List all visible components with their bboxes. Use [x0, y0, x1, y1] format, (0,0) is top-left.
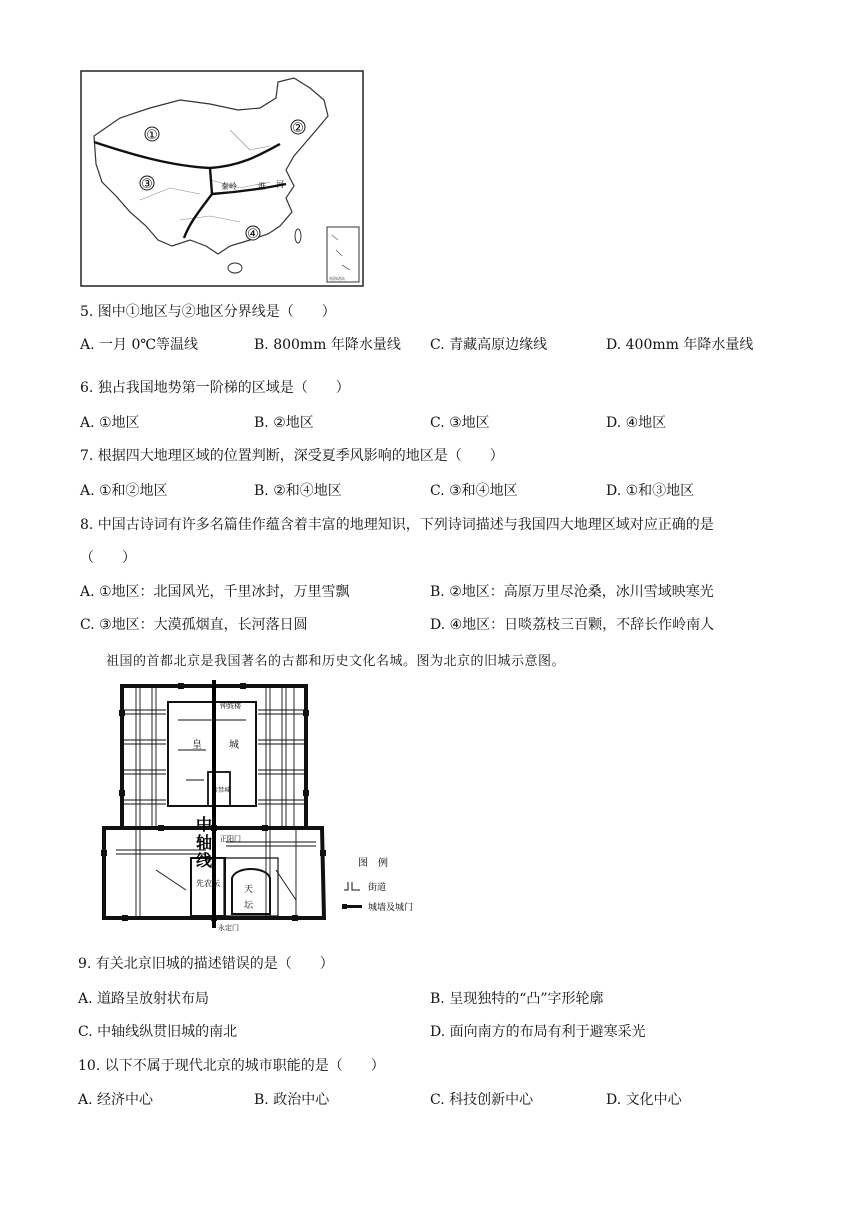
q8-option-b[interactable]: B. ②地区：高原万里尽沧桑，冰川雪域映寒光: [430, 584, 714, 600]
q6-option-a[interactable]: A. ①地区: [80, 415, 140, 431]
question-5-stem: 5. 图中①地区与②地区分界线是（ ）: [80, 304, 336, 320]
question-8-stem: 8. 中国古诗词有许多名篇佳作蕴含着丰富的地理知识，下列诗词描述与我国四大地理区域对应正确的是: [80, 517, 714, 533]
china-regions-map: [80, 70, 364, 287]
he-label: 河: [276, 180, 284, 189]
q9-option-d[interactable]: D. 面向南方的布局有利于避寒采光: [430, 1024, 646, 1040]
q10-option-c[interactable]: C. 科技创新中心: [430, 1092, 534, 1108]
question-6-stem: 6. 独占我国地势第一阶梯的区域是（ ）: [80, 380, 350, 396]
q7-option-c[interactable]: C. ③和④地区: [430, 483, 518, 499]
q9-option-b[interactable]: B. 呈现独特的“凸”字形轮廓: [430, 991, 604, 1007]
q6-option-d[interactable]: D. ④地区: [606, 415, 667, 431]
q6-option-c[interactable]: C. ③地区: [430, 415, 490, 431]
axis-char-1: 中: [196, 815, 213, 834]
region-2-label: ②: [292, 121, 304, 136]
legend-wall-label: 城墙及城门: [368, 903, 414, 913]
tiantan-label-b: 坛: [244, 901, 254, 911]
axis-char-3: 线: [196, 851, 213, 870]
q5-option-c[interactable]: C. 青藏高原边缘线: [430, 337, 548, 353]
legend-title: 图 例: [358, 858, 388, 869]
q9-option-a[interactable]: A. 道路呈放射状布局: [78, 991, 210, 1007]
beijing-intro: 祖国的首都北京是我国著名的古都和历史文化名城。图为北京的旧城示意图。: [106, 654, 566, 669]
imperial-city-label-a: 皇: [192, 740, 202, 751]
q6-option-b[interactable]: B. ②地区: [254, 415, 314, 431]
q7-option-a[interactable]: A. ①和②地区: [80, 483, 168, 499]
tiantan-label-a: 天: [244, 885, 254, 895]
axis-char-2: 轴: [196, 833, 213, 852]
region-4-label: ④: [247, 227, 259, 242]
q7-option-d[interactable]: D. ①和③地区: [606, 483, 695, 499]
imperial-city-label-b: 城: [229, 740, 239, 751]
beijing-old-city-map: [96, 680, 430, 932]
q8-option-d[interactable]: D. ④地区：日啖荔枝三百颗，不辞长作岭南人: [430, 617, 715, 633]
question-8-stem-paren: （ ）: [80, 550, 136, 566]
inset-label: 南海诸岛: [329, 276, 345, 281]
q5-option-d[interactable]: D. 400mm 年降水量线: [606, 337, 754, 353]
q10-option-a[interactable]: A. 经济中心: [78, 1092, 154, 1108]
bell-tower-label: 钟鼓楼: [220, 702, 241, 710]
q10-option-b[interactable]: B. 政治中心: [254, 1092, 330, 1108]
q5-option-a[interactable]: A. 一月 0℃等温线: [80, 337, 199, 353]
q7-option-b[interactable]: B. ②和④地区: [254, 483, 342, 499]
huai-label: 淮: [258, 182, 266, 191]
region-1-label: ①: [146, 128, 158, 143]
qinling-label: 秦岭: [221, 182, 237, 191]
map-legend: [342, 856, 413, 913]
q8-option-a[interactable]: A. ①地区：北国风光，千里冰封，万里雪飘: [80, 584, 350, 600]
xiannong-label: 先农坛: [196, 879, 220, 888]
yongding-gate-label: 永定门: [218, 924, 239, 932]
zhengyang-gate-label: 正阳门: [220, 835, 241, 843]
legend-street-label: 街道: [368, 883, 387, 893]
region-3-label: ③: [141, 177, 153, 192]
question-10-stem: 10. 以下不属于现代北京的城市职能的是（ ）: [78, 1058, 385, 1074]
q9-option-c[interactable]: C. 中轴线纵贯旧城的南北: [78, 1024, 238, 1040]
forbidden-city-label: 紫禁城: [212, 787, 231, 794]
q8-option-c[interactable]: C. ③地区：大漠孤烟直，长河落日圆: [80, 617, 308, 633]
q10-option-d[interactable]: D. 文化中心: [606, 1092, 682, 1108]
q5-option-b[interactable]: B. 800mm 年降水量线: [254, 337, 401, 353]
question-7-stem: 7. 根据四大地理区域的位置判断，深受夏季风影响的地区是（ ）: [80, 448, 504, 464]
question-9-stem: 9. 有关北京旧城的描述错误的是（ ）: [78, 956, 334, 972]
